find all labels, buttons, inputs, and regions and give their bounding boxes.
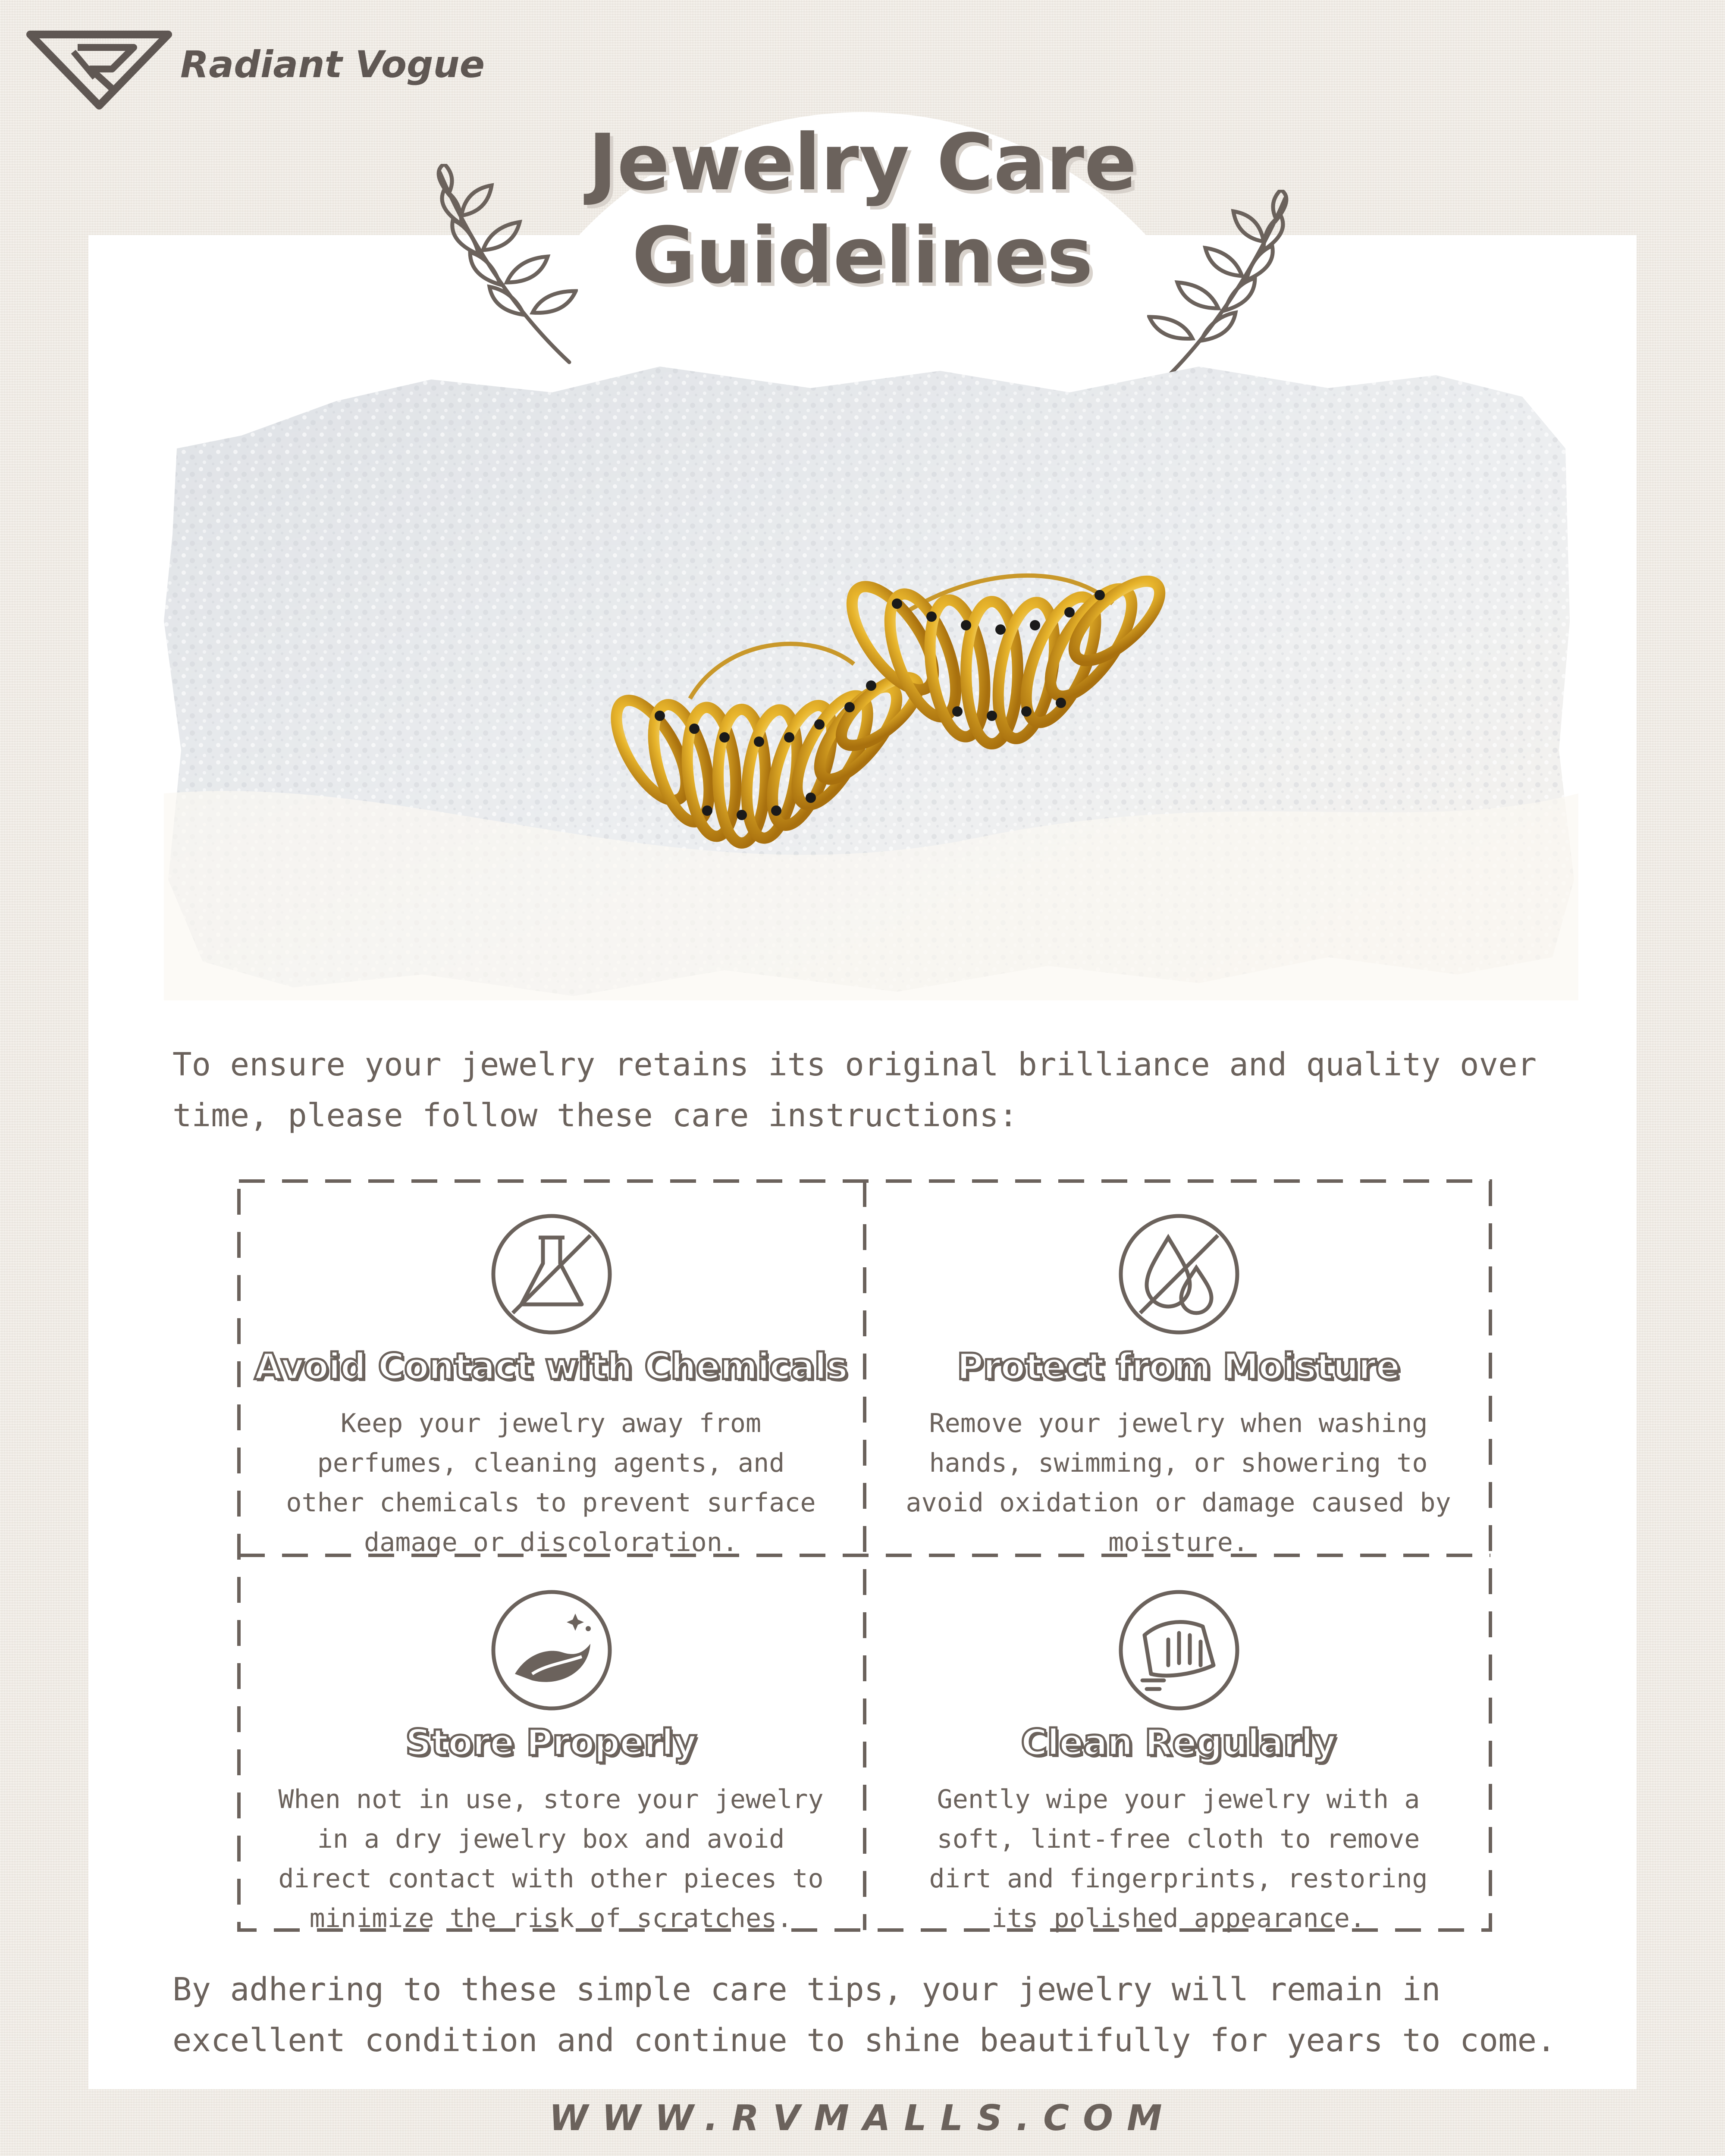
tip-title: Avoid Contact with Chemicals: [254, 1345, 848, 1388]
no-moisture-icon: [1117, 1212, 1242, 1337]
brand-name: Radiant Vogue: [180, 43, 485, 86]
title-line-1: Jewelry Care: [588, 118, 1137, 208]
tip-text: Keep your jewelry away from perfumes, cleaning agents, and other chemicals to prevent surface damage or discoloration.: [286, 1408, 816, 1557]
tip-title: Protect from Moisture: [957, 1345, 1400, 1388]
no-chemicals-icon: [489, 1212, 614, 1337]
tip-text: When not in use, store your jewelry in a dry jewelry box and avoid direct contact with other pieces to minimize the risk of scratches.: [278, 1784, 824, 1934]
outro-text: By adhering to these simple care tips, your jewelry will remain in excellent condition and continue to shine beautifully for years to come.: [172, 1971, 1556, 2059]
intro-text: To ensure your jewelry retains its original brilliance and quality over time, please follow these care instructions:: [172, 1046, 1537, 1134]
clean-hand-icon: [1117, 1588, 1242, 1713]
tip-card-chemicals: [237, 1179, 865, 1555]
tip-text: Remove your jewelry when washing hands, swimming, or showering to avoid oxidation or damage caused by moisture.: [906, 1408, 1451, 1557]
tip-text: Gently wipe your jewelry with a soft, lint-free cloth to remove dirt and fingerprints, restoring its polished appearance.: [929, 1784, 1428, 1934]
brand-logo: [26, 26, 485, 112]
tip-title: Clean Regularly: [1021, 1721, 1336, 1764]
tip-card-moisture: [865, 1179, 1492, 1555]
store-icon: [489, 1588, 614, 1713]
brand-mark-icon: [26, 26, 172, 112]
title-line-2: Guidelines: [632, 211, 1093, 301]
tip-title: Store Properly: [405, 1721, 696, 1764]
earrings-photo: [164, 362, 1578, 1000]
website-link[interactable]: WWW.RVMALLS.COM: [549, 2098, 1176, 2139]
care-tips-grid: [237, 1179, 1492, 1932]
tip-card-store: [237, 1555, 865, 1934]
page-title: [496, 116, 1229, 303]
tip-card-clean: [865, 1555, 1492, 1934]
